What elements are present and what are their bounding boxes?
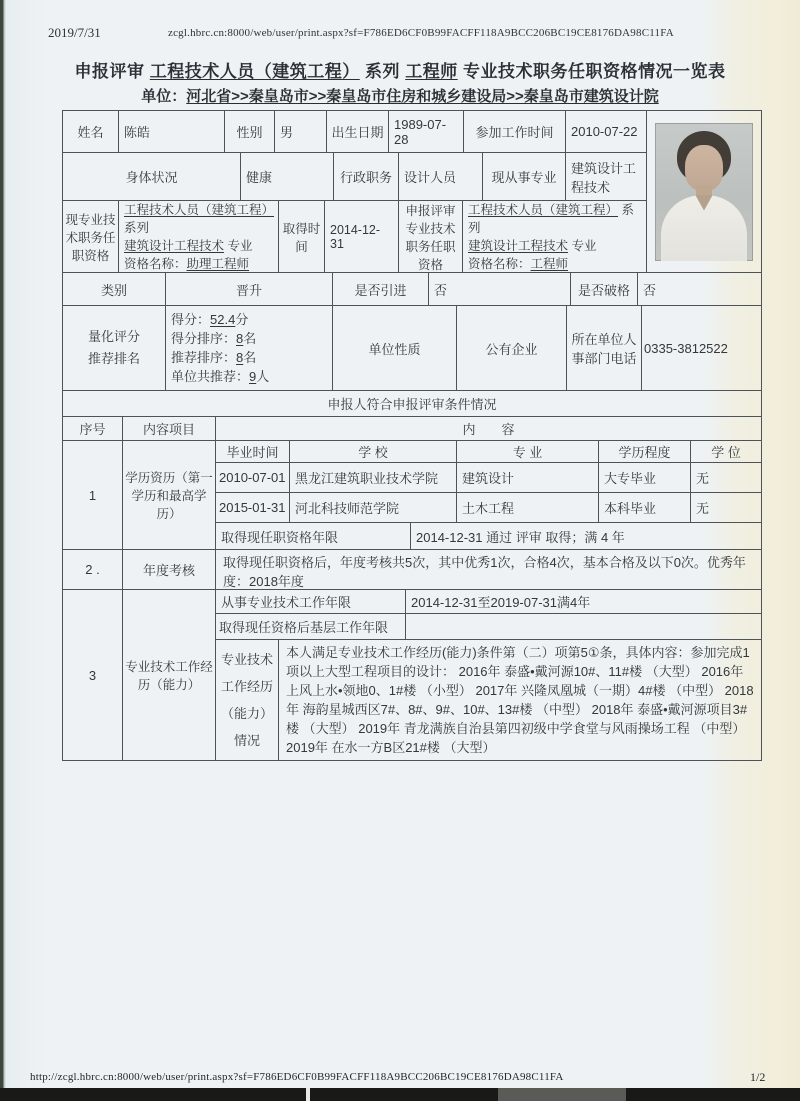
import-value: 否 bbox=[429, 273, 571, 305]
section-assessment bbox=[63, 550, 761, 590]
current-qual-label: 现专业技术职务任职资格 bbox=[63, 201, 119, 272]
score-label: 得分： bbox=[171, 312, 211, 327]
current-name-label: 资格名称： bbox=[124, 256, 187, 271]
edu-r1-school: 黑龙江建筑职业技术学院 bbox=[290, 463, 457, 492]
print-url-header: zcgl.hbrc.cn:8000/web/user/print.aspx?sf=F786ED6CF0B99FACFF118A9BCC206BC19CE8176DA98C11FA bbox=[168, 27, 674, 39]
edu-r2-time: 2015-01-31 bbox=[216, 493, 290, 522]
current-series: 工程技术人员（建筑工程） bbox=[124, 202, 275, 217]
exception-label: 是否破格 bbox=[571, 273, 638, 305]
current-name: 助理工程师 bbox=[186, 256, 250, 271]
edu-r1-degree: 大专毕业 bbox=[599, 463, 691, 492]
print-date: 2019/7/31 bbox=[48, 25, 101, 40]
seq-header: 序号 bbox=[63, 417, 123, 440]
inner-label-line: 工作经历 bbox=[220, 679, 273, 694]
phone-label: 所在单位人事部门电话 bbox=[567, 306, 642, 390]
admin-label: 行政职务 bbox=[334, 153, 399, 200]
score-unit: 分 bbox=[235, 312, 249, 327]
inner-label-line: （能力） bbox=[220, 706, 273, 721]
row-conditions-title bbox=[63, 391, 761, 417]
gender-value: 男 bbox=[275, 111, 327, 152]
current-series-suffix: 系列 bbox=[124, 220, 150, 235]
photo-cell bbox=[646, 111, 761, 272]
section2-text: 取得现任职资格后，年度考核共5次，其中优秀1次，合格4次，基本合格及以下0次。优秀年度：2018年度 bbox=[223, 555, 746, 589]
tenure-value: 2014-12-31 通过 评审 取得；满 4 年 bbox=[416, 529, 625, 545]
total-label: 单位共推荐： bbox=[171, 369, 250, 384]
scan-bottom-edge bbox=[0, 1088, 800, 1101]
score-value: 52.4 bbox=[210, 312, 236, 327]
apply-major-suffix: 专业 bbox=[568, 238, 597, 253]
rec-unit: 名 bbox=[243, 350, 257, 365]
row-category bbox=[63, 273, 761, 306]
apply-name-label: 资格名称： bbox=[468, 256, 531, 271]
tenure-label: 取得现任职资格年限 bbox=[216, 523, 411, 549]
apply-name: 工程师 bbox=[530, 256, 569, 271]
total-unit: 人 bbox=[256, 369, 270, 384]
unit-breadcrumb bbox=[0, 85, 800, 106]
print-url-footer: http://zcgl.hbrc.cn:8000/web/user/print.aspx?sf=F786ED6CF0B99FACFF118A9BCC206BC19CE8176DA98C11FA bbox=[30, 1071, 564, 1083]
rec-label: 推荐排序： bbox=[171, 350, 237, 365]
title-mid: 系列 bbox=[359, 62, 406, 81]
grassroots-row bbox=[216, 614, 761, 640]
edu-header-school: 学 校 bbox=[290, 441, 457, 462]
birth-value: 1989-07-28 bbox=[389, 111, 464, 152]
current-major-suffix: 专业 bbox=[224, 238, 253, 253]
scan-edge-mark bbox=[306, 1088, 310, 1101]
rank-unit: 名 bbox=[243, 331, 257, 346]
row-health-admin bbox=[63, 153, 646, 201]
obtain-time-value: 2014-12-31 bbox=[325, 201, 399, 272]
inner-label-line: 情况 bbox=[233, 733, 260, 748]
section2-label: 年度考核 bbox=[123, 550, 216, 589]
qualification-form-table bbox=[62, 110, 762, 761]
apply-qual-label: 申报评审专业技术职务任职资格 bbox=[399, 201, 463, 272]
scan-edge-mark bbox=[498, 1088, 626, 1101]
name-label: 姓名 bbox=[63, 111, 119, 152]
work-years-value: 2014-12-31至2019-07-31满4年 bbox=[411, 595, 591, 610]
rank-label: 得分排序： bbox=[171, 331, 237, 346]
scan-left-edge bbox=[0, 0, 6, 1101]
gender-label: 性别 bbox=[225, 111, 275, 152]
phone-value: 0335-3812522 bbox=[644, 340, 728, 356]
row-score bbox=[63, 306, 761, 391]
section3-seq: 3 bbox=[63, 590, 123, 760]
rec-value: 8 bbox=[236, 350, 244, 365]
section1-seq: 1 bbox=[63, 441, 123, 549]
unit-type-label: 单位性质 bbox=[333, 306, 457, 390]
grassroots-value bbox=[406, 614, 761, 639]
education-header-row bbox=[216, 441, 761, 463]
admin-value: 设计人员 bbox=[399, 153, 483, 200]
edu-r1-title: 无 bbox=[696, 471, 710, 486]
edu-r2-major: 土木工程 bbox=[457, 493, 599, 522]
work-start-label: 参加工作时间 bbox=[464, 111, 566, 152]
health-value: 健康 bbox=[241, 153, 334, 200]
page-title bbox=[0, 57, 800, 82]
apply-series-suffix: 系列 bbox=[468, 202, 634, 235]
rank-value: 8 bbox=[236, 331, 244, 346]
edu-header-title: 学 位 bbox=[711, 445, 741, 460]
edu-r2-title: 无 bbox=[696, 501, 710, 516]
conditions-title: 申报人符合申报评审条件情况 bbox=[327, 397, 497, 412]
score-details bbox=[166, 306, 333, 390]
current-major: 建筑设计工程技术 bbox=[124, 238, 225, 253]
row-list-header bbox=[63, 417, 761, 441]
title-suffix: 专业技术职务任职资格情况一览表 bbox=[457, 62, 726, 81]
unit-type-value: 公有企业 bbox=[457, 306, 567, 390]
section1-label: 学历资历（第一学历和最高学历） bbox=[123, 441, 216, 549]
grassroots-label: 取得现任资格后基层工作年限 bbox=[216, 614, 406, 639]
birth-label: 出生日期 bbox=[327, 111, 389, 152]
experience-content: 本人满足专业技术工作经历(能力)条件第（二）项第5①条，具体内容：参加完成1项以上大型工程项目的设计： 2016年 泰盛•戴河源10#、11#楼 （大型） 2016年 上风上水•领地0、1#楼 （小型） 2017年 兴隆凤凰城（一期）4#楼 （中型） 2018年 海韵星城西区7#、8#、9#、10#、13#楼 （中型） 2018年 泰盛•戴河源项目3#楼 （大型） 2019年 青龙满族自治县第四初级中学食堂与风雨操场工程 （中型） 2019年 在水一方B区21#楼 （大型） bbox=[286, 645, 754, 755]
import-label: 是否引进 bbox=[333, 273, 429, 305]
category-label: 类别 bbox=[63, 273, 166, 305]
row-qualifications bbox=[63, 201, 646, 272]
edu-r2-degree: 本科毕业 bbox=[599, 493, 691, 522]
edu-r1-major: 建筑设计 bbox=[457, 463, 599, 492]
title-prefix: 申报评审 bbox=[74, 62, 150, 81]
unit-label: 单位： bbox=[141, 88, 187, 105]
health-label: 身体状况 bbox=[63, 153, 241, 200]
experience-detail-row bbox=[216, 640, 761, 760]
edu-header-major: 专 业 bbox=[457, 441, 599, 462]
edu-header-time: 毕业时间 bbox=[216, 441, 290, 462]
score-row-label-1: 量化评分 bbox=[87, 329, 140, 344]
edu-r2-school: 河北科技师范学院 bbox=[290, 493, 457, 522]
current-qual-value bbox=[119, 201, 279, 272]
item-header: 内容项目 bbox=[123, 417, 216, 440]
education-row bbox=[216, 493, 761, 523]
obtain-time-label: 取得时间 bbox=[279, 201, 325, 272]
category-value: 晋升 bbox=[166, 273, 333, 305]
apply-major: 建筑设计工程技术 bbox=[468, 238, 569, 253]
section-experience bbox=[63, 590, 761, 760]
total-value: 9 bbox=[249, 369, 257, 384]
content-header: 内 容 bbox=[462, 422, 515, 437]
section-education bbox=[63, 441, 761, 550]
section3-label: 专业技术工作经历（能力） bbox=[123, 590, 216, 760]
work-start-value: 2010-07-22 bbox=[571, 124, 638, 139]
basic-info-block bbox=[63, 111, 761, 273]
edu-r1-time: 2010-07-01 bbox=[216, 463, 290, 492]
education-row bbox=[216, 463, 761, 493]
inner-label-line: 专业技术 bbox=[220, 652, 273, 667]
profession-label: 现从事专业 bbox=[483, 153, 566, 200]
apply-qual-value bbox=[463, 201, 646, 272]
section2-seq: 2 . bbox=[63, 550, 123, 589]
profession-value: 建筑设计工程技术 bbox=[571, 160, 637, 195]
page-number: 1/2 bbox=[750, 1070, 766, 1084]
work-years-row bbox=[216, 590, 761, 614]
edu-header-degree: 学历程度 bbox=[599, 441, 691, 462]
score-row-label-2: 推荐排名 bbox=[87, 351, 140, 366]
score-row-label bbox=[63, 306, 166, 390]
experience-inner-label bbox=[216, 640, 279, 760]
tenure-row bbox=[216, 523, 761, 549]
apply-series: 工程技术人员（建筑工程） bbox=[468, 202, 619, 217]
row-name-gender-birth bbox=[63, 111, 646, 153]
name-value: 陈皓 bbox=[119, 111, 225, 152]
exception-value: 否 bbox=[643, 282, 657, 298]
unit-value: 河北省>>秦皇岛市>>秦皇岛市住房和城乡建设局>>秦皇岛市建筑设计院 bbox=[186, 88, 659, 105]
title-series: 工程技术人员（建筑工程） bbox=[149, 62, 360, 81]
title-rank: 工程师 bbox=[405, 62, 458, 81]
applicant-photo bbox=[655, 123, 753, 261]
work-years-label: 从事专业技术工作年限 bbox=[216, 590, 406, 613]
